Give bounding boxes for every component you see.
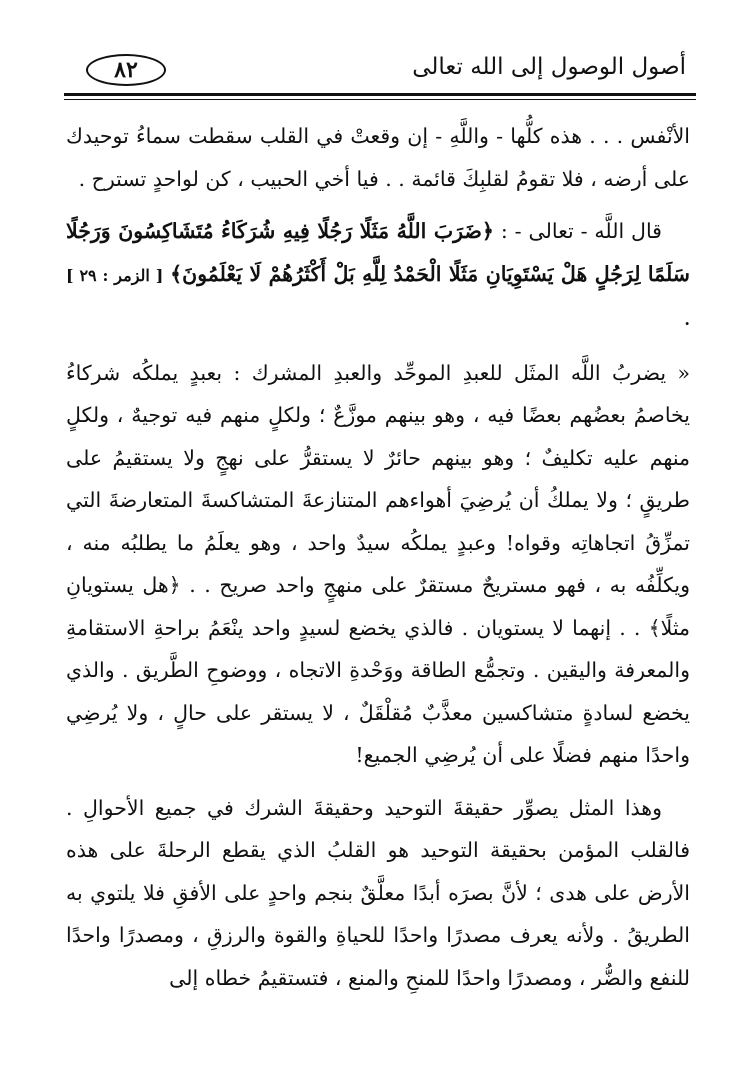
header-rule-thick: [64, 93, 696, 96]
page-header: [64, 44, 696, 96]
paragraph-3: « يضربُ اللَّه المثَل للعبدِ الموحِّد والعبدِ المشرك : بعبدٍ يملكُه شركاءُ يخاصمُ بعضُهم بعضًا فيه ، وهو بينهم موزَّعٌ ؛ ولكلٍ منهم فيه توجيهٌ ، ولكلٍ منهم عليه تكليفٌ ؛ وهو بينهم حائرٌ لا يستقرُّ على نهجٍ ولا يستقيمُ على طريقٍ ؛ ولا يملكُ أن يُرضِيَ أهواءهم المتنازعةَ المتشاكسةَ المتعارضةَ التي تمزِّقُ اتجاهاتِه وقواه! وعبدٍ يملكُه سيدٌ واحد ، وهو يعلَمُ ما يطلبُه منه ، ويكلِّفُه به ، فهو مستريحٌ مستقرٌ على منهجٍ واحد صريح . . ﴿هل يستويانِ مثلًا﴾ . . إنهما لا يستويان . فالذي يخضع لسيدٍ واحد ينْعَمُ براحةِ الاستقامةِ والمعرفة واليقين . وتجمُّع الطاقة ووَحْدةِ الاتجاه ، ووضوحِ الطَّريق . والذي يخضع لسادةٍ متشاكسين معذَّبٌ مُقلْقَلٌ ، لا يستقر على حالٍ ، ولا يُرضِي واحدًا منهم فضلًا على أن يُرضِي الجميع!: [66, 360, 690, 767]
paragraph-4: وهذا المثل يصوِّر حقيقةَ التوحيد وحقيقةَ الشرك في جميع الأحوالِ . فالقلب المؤمن بحقيقة التوحيد هو القلبُ الذي يقطع الرحلةَ على هذه الأرض على هدى ؛ لأنَّ بصرَه أبدًا معلَّقٌ بنجم واحدٍ على الأفقِ فلا يلتوي به الطريقُ . ولأنه يعرف مصدرًا واحدًا للحياةِ والقوة والرزقِ ، ومصدرًا واحدًا للنفع والضُّر ، ومصدرًا واحدًا للمنحِ والمنع ، فتستقيمُ خطاه إلى: [66, 795, 690, 990]
paragraph-2: [66, 210, 690, 342]
paragraph-1: الأنْفس . . . هذه كلُّها - واللَّهِ - إن وقعتْ في القلب سقطت سماءُ توحيدك على أرضه ، فلا تقومُ لقلبِكَ قائمة . . فيا أخي الحبيب ، كن لواحدٍ تسترح .: [66, 124, 691, 191]
page-number-badge: [86, 54, 166, 86]
quran-verse: ﴿ضَرَبَ اللَّهُ مَثَلًا رَجُلًا فِيهِ شُرَكَاءُ مُتَشَاكِسُونَ وَرَجُلًا سَلَمًا لِرَجُلٍ هَلْ يَسْتَوِيَانِ مَثَلًا الْحَمْدُ لِلَّهِ بَلْ أَكْثَرُهُمْ لَا يَعْلَمُونَ﴾: [66, 219, 690, 286]
verse-intro: قال اللَّه - تعالى - :: [500, 219, 662, 243]
page-body: [66, 115, 690, 999]
running-title: أصول الوصول إلى الله تعالى: [412, 54, 686, 80]
page-number: ٨٢: [114, 57, 138, 83]
header-rule-thin: [64, 99, 696, 100]
verse-reference: [ الزمر : ٢٩ ] .: [66, 265, 690, 329]
